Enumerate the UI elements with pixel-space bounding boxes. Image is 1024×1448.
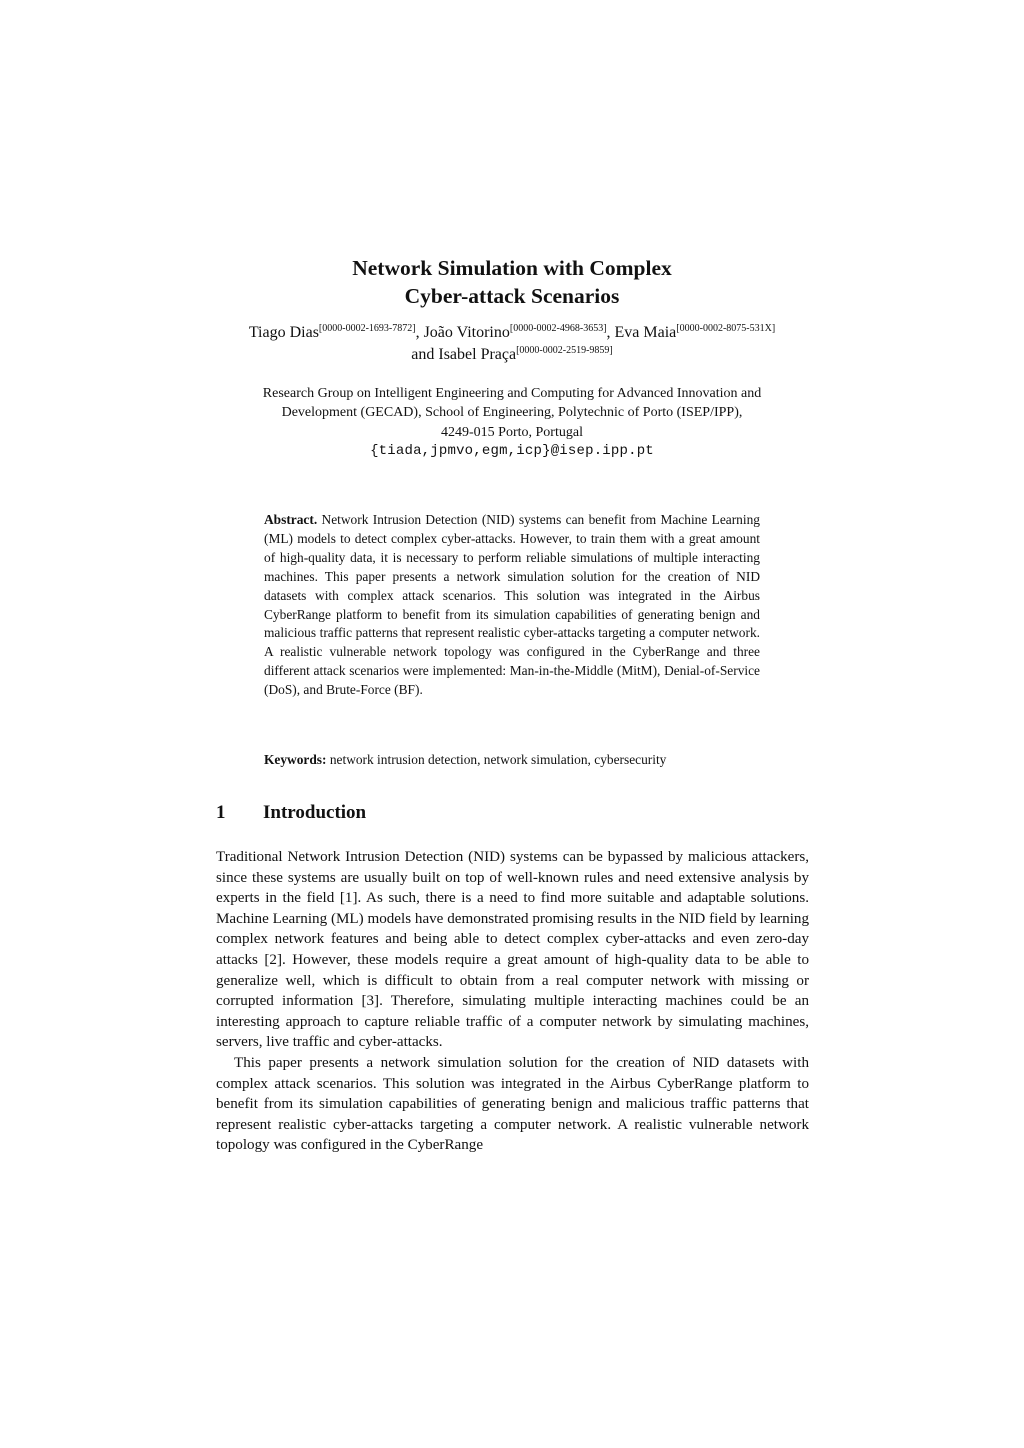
section-heading-introduction [216, 800, 366, 826]
author-name: João Vitorino [423, 324, 510, 341]
body-paragraph: This paper presents a network simulation solution for the creation of NID datasets with complex attack scenarios. This solution was integrated in the Airbus CyberRange platform to benefit from its simulation capabilities of generating benign and malicious traffic patterns that represent realistic cyber-attacks targeting a computer network. A realistic vulnerable network topology was configured in the CyberRange [216, 1054, 809, 1154]
author-orcid: [0000-0002-8075-531X] [676, 323, 776, 334]
author-separator: , [606, 324, 615, 341]
affiliation-line: Research Group on Intelligent Engineering and Computing for Advanced Innovation and [262, 386, 762, 401]
affiliation-line: 4249-015 Porto, Portugal [441, 424, 583, 440]
abstract [264, 511, 760, 700]
keywords [264, 750, 784, 769]
keywords-label: Keywords: [264, 752, 327, 767]
author-name: Eva Maia [614, 324, 677, 341]
title-line-2: Cyber-attack Scenarios [404, 284, 620, 308]
affiliation-block [200, 384, 824, 461]
author-line-1 [160, 322, 864, 344]
author-orcid: [0000-0002-1693-7872] [318, 323, 416, 334]
author-list [160, 322, 864, 366]
author-separator: and [411, 346, 439, 363]
abstract-label: Abstract. [264, 512, 318, 527]
author-email: {tiada,jpmvo,egm,icp}@isep.ipp.pt [370, 442, 654, 459]
paper-title [212, 254, 812, 310]
abstract-paragraph [264, 511, 760, 700]
section-title: Introduction [263, 802, 367, 823]
abstract-text: Network Intrusion Detection (NID) systems can benefit from Machine Learning (ML) models to detect complex cyber-attacks. However, to train them with a great amount of high-quality data, it is necessary to perform reliable simulations of multiple interacting machines. This paper presents a network simulation solution for the creation of NID datasets with complex attack scenarios. This solution was integrated in the Airbus CyberRange platform to benefit from its simulation capabilities of generating benign and malicious traffic patterns that represent realistic cyber-attacks targeting a computer network. A realistic vulnerable network topology was configured in the CyberRange and three different attack scenarios were implemented: Man-in-the-Middle (MitM), Denial-of-Service (DoS), and Brute-Force (BF). [264, 512, 760, 698]
author-name: Isabel Praça [438, 346, 517, 363]
title-line-1: Network Simulation with Complex [352, 256, 672, 280]
introduction-body [216, 847, 809, 1156]
author-orcid: [0000-0002-2519-9859] [516, 345, 613, 356]
author-name: Tiago Dias [248, 324, 319, 341]
author-line-2 [160, 344, 864, 366]
author-orcid: [0000-0002-4968-3653] [509, 323, 607, 334]
keywords-text: network intrusion detection, network simulation, cybersecurity [326, 752, 667, 767]
affiliation-line: Development (GECAD), School of Engineering, Polytechnic of Porto (ISEP/IPP), [281, 405, 743, 421]
section-number: 1 [216, 802, 226, 823]
author-separator: , [415, 324, 424, 341]
body-paragraph: Traditional Network Intrusion Detection (NID) systems can be bypassed by malicious attackers, since these systems are usually built on top of well-known rules and need extensive analysis by experts in the field [1]. As such, there is a need to find more suitable and adaptable solutions. Machine Learning (ML) models have demonstrated promising results in the NID field by learning complex network features and being able to detect complex cyber-attacks and even zero-day attacks [2]. However, these models require a great amount of high-quality data to be able to generalize well, which is difficult to obtain from a real computer network with missing or corrupted information [3]. Therefore, simulating multiple interacting machines could be an interesting approach to capture reliable traffic of a computer network by simulating machines, servers, live traffic and cyber-attacks. [216, 849, 809, 1051]
